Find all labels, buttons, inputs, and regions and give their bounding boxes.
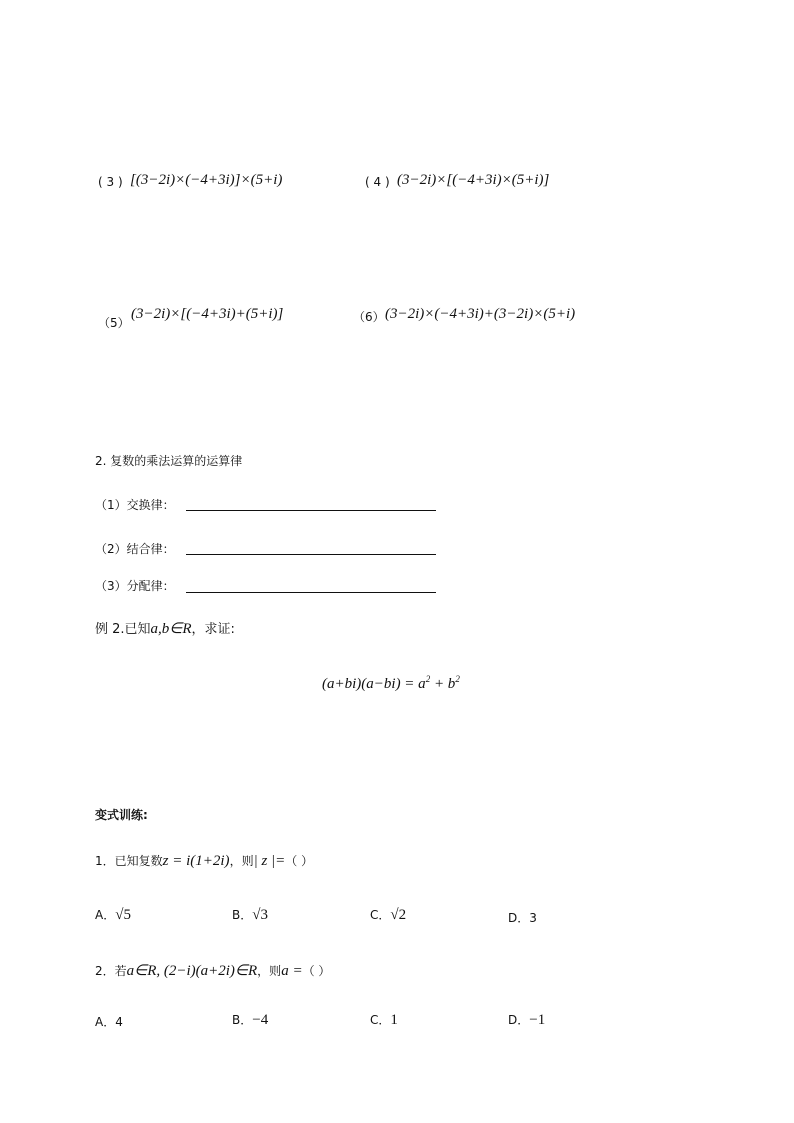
- option-letter: B．: [232, 908, 253, 922]
- example-2-condition: a,b∈R: [150, 621, 192, 637]
- sqrt-icon: √: [115, 907, 124, 923]
- question-2-option-b[interactable]: [232, 1011, 268, 1029]
- option-value: 4: [115, 1015, 123, 1029]
- option-value: −1: [529, 1012, 546, 1028]
- practice-heading: 变式训练:: [95, 808, 148, 822]
- option-letter: A．: [95, 1015, 116, 1029]
- formula-mid: + b: [430, 676, 456, 692]
- law-distributive-label: （3）分配律：: [95, 579, 175, 593]
- example-2-tail: ，求证:: [191, 622, 235, 637]
- question-2-option-d[interactable]: [508, 1011, 545, 1029]
- option-value: 3: [260, 907, 268, 923]
- question-1-option-c[interactable]: [370, 906, 406, 924]
- sqrt-icon: √: [390, 907, 399, 923]
- option-value: 2: [398, 907, 407, 923]
- option-value: −4: [252, 1012, 269, 1028]
- option-letter: C．: [370, 1013, 391, 1027]
- problem-4-label: ( 4 ): [365, 175, 390, 189]
- question-1-lead: 1．已知复数: [95, 854, 163, 868]
- example-2-formula: [322, 674, 460, 693]
- formula-exponent-2: 2: [455, 674, 460, 684]
- question-1-mid: ，则: [229, 854, 254, 868]
- formula-lhs: (a+bi)(a−bi) = a: [322, 676, 426, 692]
- option-letter: A．: [95, 908, 116, 922]
- question-1: [95, 852, 313, 870]
- option-value: 3: [529, 911, 537, 925]
- question-2-option-a[interactable]: [95, 1013, 123, 1030]
- example-2-statement: [95, 618, 235, 638]
- problem-4-expression: (3−2i)×[(−4+3i)×(5+i)]: [397, 172, 550, 188]
- option-value: 5: [123, 907, 131, 923]
- law-commutative-label: （1）交换律：: [95, 498, 175, 512]
- section-2-heading: 2. 复数的乘法运算的运算律: [95, 454, 243, 468]
- question-2-lead: 2．若: [95, 964, 127, 978]
- example-2-lead: 例 2.已知: [95, 622, 151, 637]
- option-letter: D．: [508, 1013, 530, 1027]
- problem-5-label: （5）: [98, 316, 130, 330]
- law-distributive-blank[interactable]: [186, 592, 436, 593]
- question-1-expression: z = i(1+2i): [162, 853, 230, 869]
- formula-exponent-1: 2: [425, 674, 431, 684]
- question-2-option-c[interactable]: [370, 1011, 398, 1029]
- law-associative-blank[interactable]: [186, 554, 436, 555]
- law-commutative-blank[interactable]: [186, 510, 436, 511]
- question-1-option-d[interactable]: [508, 909, 537, 926]
- option-letter: B．: [232, 1013, 253, 1027]
- problem-3-expression: [(3−2i)×(−4+3i)]×(5+i): [130, 172, 283, 188]
- question-1-tail: （ ）: [285, 854, 314, 868]
- question-2-expression: a∈R, (2−i)(a+2i)∈R: [126, 963, 258, 979]
- question-2-mid: ，则: [257, 964, 282, 978]
- question-2-tail: （ ）: [302, 964, 331, 978]
- problem-3-label: ( 3 ): [98, 175, 123, 189]
- question-1-option-b[interactable]: [232, 906, 268, 924]
- option-letter: D．: [508, 911, 530, 925]
- problem-5-expression: (3−2i)×[(−4+3i)+(5+i)]: [131, 306, 284, 322]
- sqrt-icon: √: [252, 907, 261, 923]
- option-letter: C．: [370, 908, 391, 922]
- problem-6-expression: (3−2i)×(−4+3i)+(3−2i)×(5+i): [385, 306, 576, 322]
- question-1-expression-2: | z |=: [253, 853, 286, 869]
- law-associative-label: （2）结合律：: [95, 542, 175, 556]
- problem-6-label: （6）: [353, 310, 385, 324]
- question-2-expression-2: a =: [281, 963, 303, 979]
- option-value: 1: [390, 1012, 398, 1028]
- question-1-option-a[interactable]: [95, 906, 131, 924]
- question-2: [95, 961, 330, 980]
